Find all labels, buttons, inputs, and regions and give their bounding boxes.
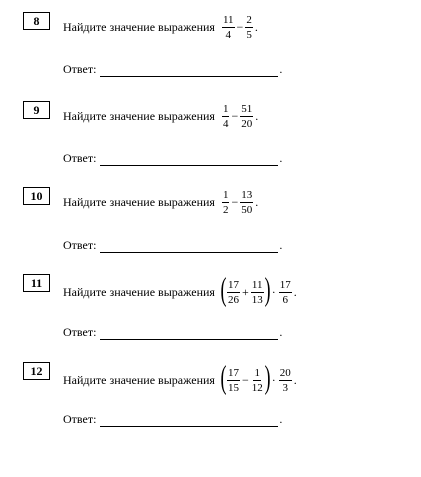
denominator: 6 bbox=[282, 294, 288, 306]
problem-text: Найдите значение выражения bbox=[63, 373, 215, 387]
answer-label: Ответ: bbox=[63, 62, 97, 76]
period: . bbox=[279, 238, 283, 252]
answer-label: Ответ: bbox=[63, 238, 97, 252]
denominator: 15 bbox=[227, 382, 239, 394]
answer-row bbox=[63, 62, 282, 77]
period: . bbox=[279, 412, 283, 426]
denominator: 26 bbox=[227, 294, 239, 306]
denominator: 2 bbox=[222, 204, 229, 216]
problem-text: Найдите значение выражения bbox=[63, 109, 215, 123]
fraction bbox=[227, 279, 240, 306]
period: . bbox=[255, 195, 259, 209]
answer-label: Ответ: bbox=[63, 151, 97, 165]
denominator: 4 bbox=[225, 29, 231, 41]
answer-field[interactable] bbox=[100, 416, 278, 427]
close-paren: ) bbox=[264, 272, 271, 308]
numerator: 1 bbox=[254, 367, 260, 379]
period: . bbox=[293, 373, 297, 387]
multiply-operator: · bbox=[271, 285, 276, 299]
numerator: 1 bbox=[222, 103, 229, 115]
problem-statement bbox=[63, 189, 258, 216]
fraction bbox=[222, 189, 230, 216]
fraction bbox=[227, 367, 240, 394]
numerator: 13 bbox=[241, 189, 253, 201]
period: . bbox=[279, 325, 283, 339]
numerator: 11 bbox=[222, 14, 234, 26]
period: . bbox=[279, 62, 283, 76]
operator: − bbox=[236, 20, 244, 34]
answer-row bbox=[63, 151, 282, 166]
answer-row bbox=[63, 325, 282, 340]
answer-row bbox=[63, 412, 282, 427]
problem-statement bbox=[63, 360, 297, 397]
answer-row bbox=[63, 238, 282, 253]
denominator: 13 bbox=[251, 294, 263, 306]
period: . bbox=[293, 285, 297, 299]
multiply-operator: · bbox=[271, 373, 276, 387]
problem-number-box: 9 bbox=[23, 101, 50, 119]
operator: − bbox=[241, 373, 249, 387]
problem-number-box: 8 bbox=[23, 12, 50, 30]
answer-label: Ответ: bbox=[63, 325, 97, 339]
problem-number-box: 10 bbox=[23, 187, 50, 205]
fraction bbox=[240, 103, 253, 130]
denominator: 12 bbox=[251, 382, 263, 394]
problem-text: Найдите значение выражения bbox=[63, 195, 215, 209]
numerator: 11 bbox=[251, 279, 263, 291]
answer-field[interactable] bbox=[100, 329, 278, 340]
numerator: 17 bbox=[227, 367, 239, 379]
denominator: 3 bbox=[282, 382, 288, 394]
problem-text: Найдите значение выражения bbox=[63, 20, 215, 34]
fraction bbox=[251, 279, 264, 306]
period: . bbox=[255, 109, 259, 123]
answer-field[interactable] bbox=[100, 155, 278, 166]
numerator: 17 bbox=[279, 279, 291, 291]
close-paren: ) bbox=[264, 360, 271, 396]
answer-label: Ответ: bbox=[63, 412, 97, 426]
answer-field[interactable] bbox=[100, 66, 278, 77]
denominator: 50 bbox=[241, 204, 253, 216]
problem-text: Найдите значение выражения bbox=[63, 285, 215, 299]
problem-statement bbox=[63, 14, 258, 41]
problem-statement bbox=[63, 103, 258, 130]
answer-field[interactable] bbox=[100, 242, 278, 253]
numerator: 51 bbox=[241, 103, 253, 115]
numerator: 17 bbox=[227, 279, 239, 291]
denominator: 20 bbox=[241, 118, 253, 130]
operator: + bbox=[241, 285, 249, 299]
open-paren: ( bbox=[220, 360, 227, 396]
fraction bbox=[240, 189, 253, 216]
denominator: 5 bbox=[246, 29, 252, 41]
fraction bbox=[279, 279, 292, 306]
open-paren: ( bbox=[220, 272, 227, 308]
period: . bbox=[254, 20, 258, 34]
numerator: 20 bbox=[279, 367, 291, 379]
problem-number-box: 11 bbox=[23, 274, 50, 292]
problem-statement bbox=[63, 272, 297, 309]
period: . bbox=[279, 151, 283, 165]
fraction bbox=[245, 14, 253, 41]
fraction bbox=[222, 103, 230, 130]
fraction bbox=[279, 367, 292, 394]
numerator: 1 bbox=[222, 189, 229, 201]
denominator: 4 bbox=[222, 118, 229, 130]
operator: − bbox=[231, 195, 239, 209]
fraction bbox=[251, 367, 264, 394]
numerator: 2 bbox=[246, 14, 252, 26]
fraction bbox=[222, 14, 235, 41]
operator: − bbox=[231, 109, 239, 123]
problem-number-box: 12 bbox=[23, 362, 50, 380]
